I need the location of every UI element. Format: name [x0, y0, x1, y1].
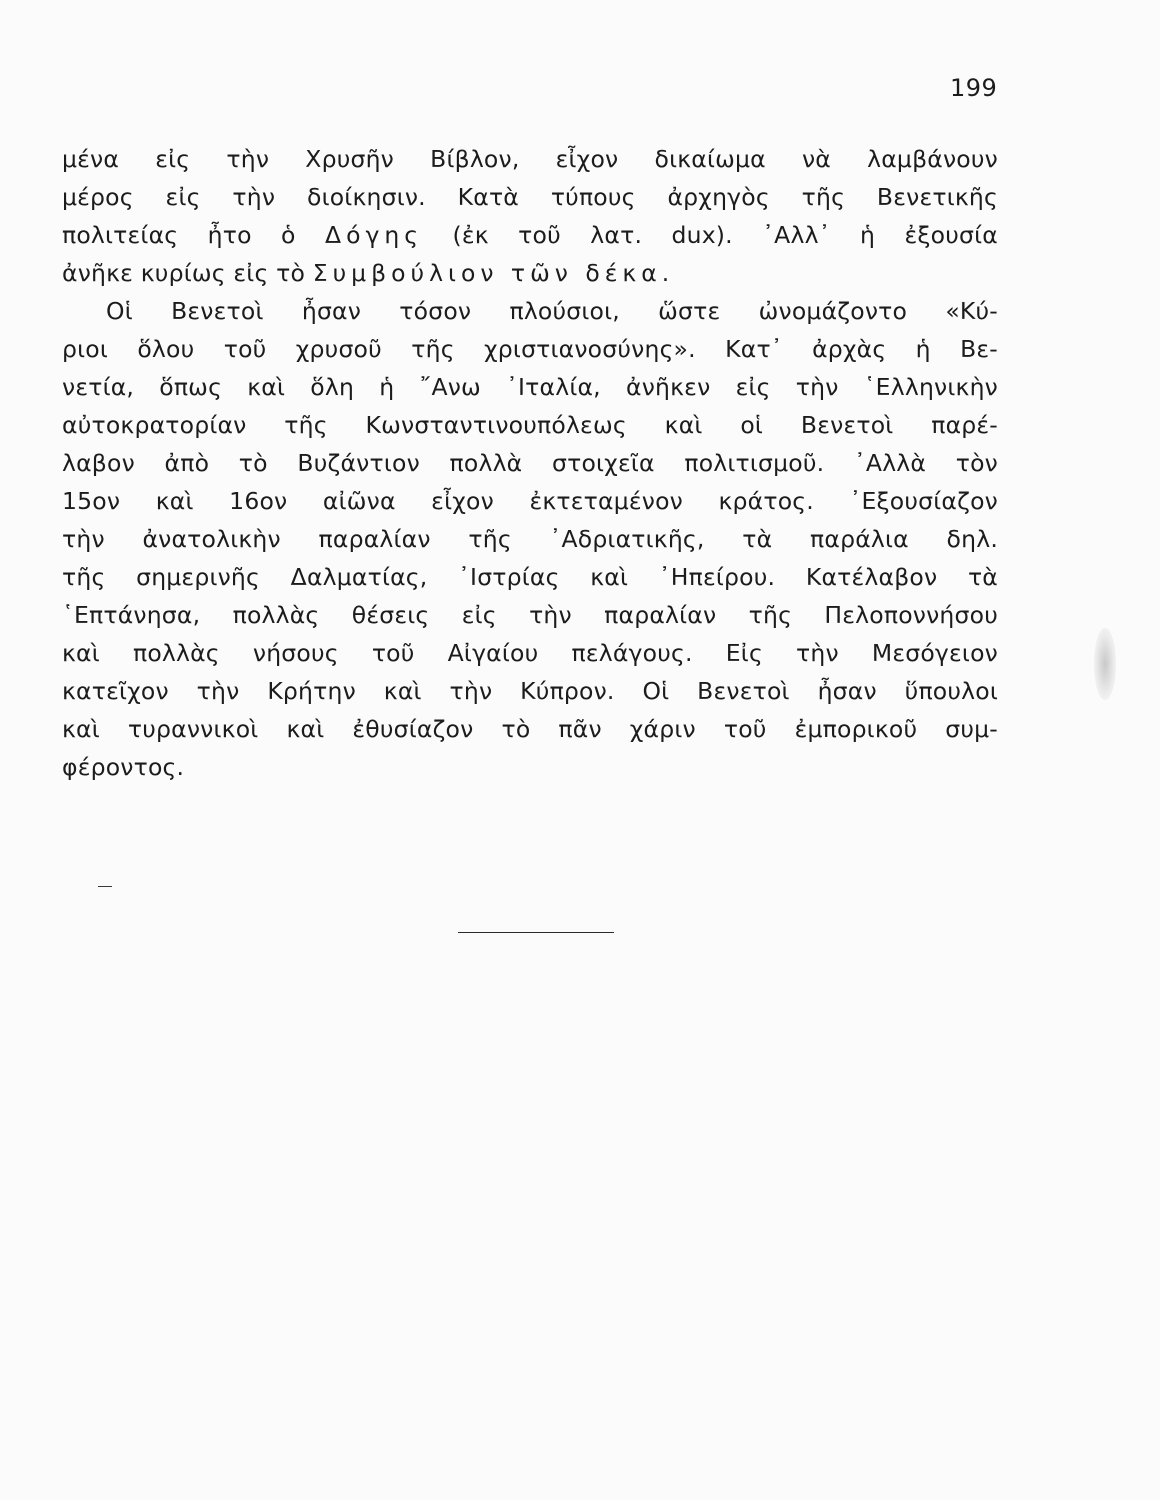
text-line: μέρος εἰς τὴν διοίκησιν. Κατὰ τύπους ἀρχηγὸς τῆς Βενετικῆς [62, 183, 998, 211]
text-line: νετία, ὅπως καὶ ὅλη ἡ ῎Ανω ᾿Ιταλία, ἀνῆκεν εἰς τὴν ῾Ελληνικὴν [62, 373, 998, 401]
text-line: τὴν ἀνατολικὴν παραλίαν τῆς ᾿Αδριατικῆς, τὰ παράλια δηλ. [62, 525, 998, 553]
emphasized-term-doge: Δόγης [325, 221, 424, 249]
section-separator [458, 932, 614, 933]
text-line: κατεῖχον τὴν Κρήτην καὶ τὴν Κύπρον. Οἱ Βενετοὶ ἦσαν ὕπουλοι [62, 677, 998, 705]
text-line: 15ον καὶ 16ον αἰῶνα εἶχον ἐκτεταμένον κράτος. ᾿Εξουσίαζον [62, 487, 998, 515]
text-segment: (ἐκ τοῦ λατ. dux). ᾿Αλλ᾿ ἡ ἐξουσία [452, 221, 998, 249]
text-line: αὐτοκρατορίαν τῆς Κωνσταντινουπόλεως καὶ οἱ Βενετοὶ παρέ- [62, 411, 998, 439]
text-line: μένα εἰς τὴν Χρυσῆν Βίβλον, εἶχον δικαίωμα νὰ λαμβάνουν [62, 145, 998, 173]
paragraph-start-line: Οἱ Βενετοὶ ἦσαν τόσον πλούσιοι, ὥστε ὠνομάζοντο «Κύ- [106, 297, 998, 325]
text-line: φέροντος. [62, 753, 185, 781]
text-line: καὶ τυραννικοὶ καὶ ἐθυσίαζον τὸ πᾶν χάριν τοῦ ἐμπορικοῦ συμ- [62, 715, 998, 743]
text-segment: ἀνῆκε κυρίως εἰς τὸ [62, 259, 306, 287]
text-segment: πολιτείας ἦτο ὁ [62, 221, 296, 249]
text-line: τῆς σημερινῆς Δαλματίας, ᾿Ιστρίας καὶ ᾿Ηπείρου. Κατέλαβον τὰ [62, 563, 998, 591]
text-line: λαβον ἀπὸ τὸ Βυζάντιον πολλὰ στοιχεῖα πολιτισμοῦ. ᾿Αλλὰ τὸν [62, 449, 998, 477]
page-number: 199 [950, 74, 998, 102]
text-line [62, 216, 998, 254]
text-line: ριοι ὅλου τοῦ χρυσοῦ τῆς χριστιανοσύνης». Κατ᾿ ἀρχὰς ἡ Βε- [62, 335, 998, 363]
text-line [62, 254, 998, 292]
emphasized-term-council: Συμβούλιον τῶν δέκα. [312, 259, 675, 287]
body-text [62, 140, 998, 786]
text-line: καὶ πολλὰς νήσους τοῦ Αἰγαίου πελάγους. Εἰς τὴν Μεσόγειον [62, 639, 998, 667]
dash-mark [98, 886, 112, 887]
text-line: ῾Επτάνησα, πολλὰς θέσεις εἰς τὴν παραλίαν τῆς Πελοποννήσου [62, 601, 998, 629]
ink-blot [1094, 628, 1116, 700]
